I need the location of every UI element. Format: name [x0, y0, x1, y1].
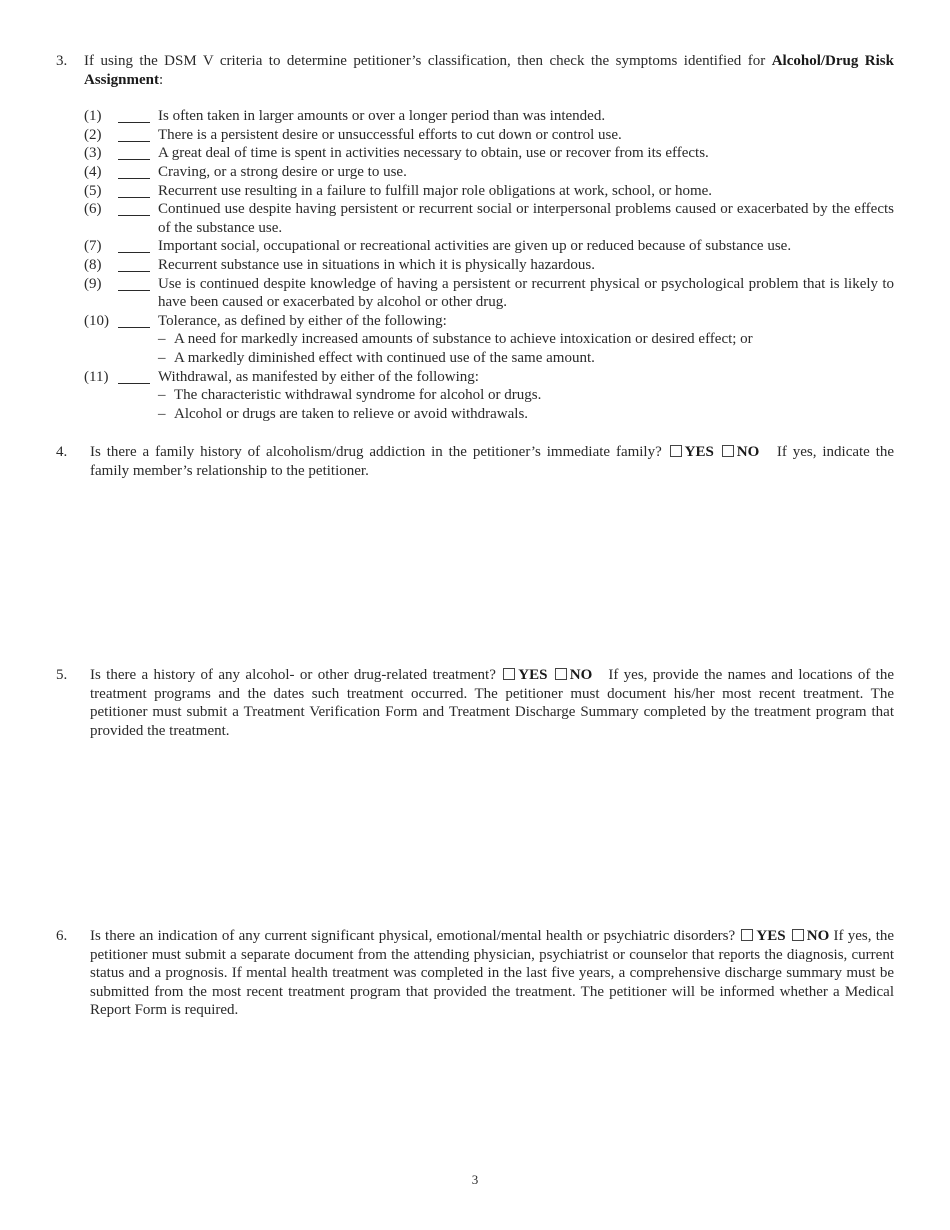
criterion-check-blank[interactable] — [118, 200, 150, 216]
dash-bullet-icon: – — [158, 349, 166, 366]
criterion-number: (9) — [84, 275, 102, 292]
criterion-1 — [84, 107, 894, 126]
yes-label: YES — [518, 667, 548, 683]
question-6-instructions: If yes, the petitioner must submit a separate document from the attending physician, psychiatrist or counselor that reports the diagnosis, current status and a prognosis. If mental health treatment was completed in the last five years, a comprehensive discharge summary must be submitted from the most recent treatment program that provided the treatment. The petitioner will be informed whether a Medical Report Form is required. — [90, 928, 895, 1019]
dash-bullet-icon: – — [158, 405, 166, 422]
criterion-sub-text: Alcohol or drugs are taken to relieve or avoid withdrawals. — [174, 405, 529, 422]
question-4 — [56, 443, 894, 480]
criterion-text: There is a persistent desire or unsuccessful efforts to cut down or control use. — [158, 126, 622, 143]
criterion-sub-text: A need for markedly increased amounts of substance to achieve intoxication or desired effect; or — [174, 331, 753, 348]
no-checkbox[interactable] — [555, 668, 567, 680]
criterion-check-blank[interactable] — [118, 107, 150, 123]
question-3-colon: : — [159, 71, 164, 88]
question-4-text: Is there a family history of alcoholism/drug addiction in the petitioner’s immediate family? — [90, 444, 662, 460]
criterion-number: (4) — [84, 163, 102, 180]
yes-checkbox[interactable] — [741, 929, 753, 941]
criterion-9 — [84, 275, 894, 312]
criterion-number: (5) — [84, 182, 102, 199]
criterion-sub-item — [158, 330, 894, 349]
dash-bullet-icon: – — [158, 387, 166, 404]
criterion-text: Recurrent substance use in situations in which it is physically hazardous. — [158, 256, 595, 273]
no-checkbox[interactable] — [792, 929, 804, 941]
criterion-sub-item — [158, 405, 894, 424]
criterion-number: (6) — [84, 201, 102, 218]
yes-checkbox[interactable] — [503, 668, 515, 680]
question-3-prompt — [84, 52, 894, 89]
criterion-7 — [84, 237, 894, 256]
criterion-text: Tolerance, as defined by either of the following: — [158, 312, 447, 329]
criterion-number: (8) — [84, 256, 102, 273]
no-label: NO — [736, 444, 760, 460]
question-5-number: 5. — [56, 667, 68, 683]
criterion-check-blank[interactable] — [118, 256, 150, 272]
criterion-11 — [84, 368, 894, 424]
page-number: 3 — [471, 1172, 479, 1187]
question-5-text: Is there a history of any alcohol- or other drug-related treatment? — [90, 667, 496, 683]
criterion-check-blank[interactable] — [118, 163, 150, 179]
criterion-text: Withdrawal, as manifested by either of the following: — [158, 368, 479, 385]
question-5-prompt — [90, 666, 894, 740]
criterion-5 — [84, 182, 894, 201]
no-label: NO — [569, 667, 593, 683]
criterion-number: (10) — [84, 312, 109, 329]
question-3-text: If using the DSM V criteria to determine petitioner’s classification, then check the symptoms identified for — [84, 53, 772, 69]
criterion-sub-text: A markedly diminished effect with continued use of the same amount. — [174, 349, 595, 366]
question-4-number: 4. — [56, 444, 68, 460]
criterion-text: Use is continued despite knowledge of having a persistent or recurrent physical or psychological problem that is likely to have been caused or exacerbated by alcohol or other drug. — [158, 275, 894, 311]
criterion-number: (7) — [84, 238, 102, 255]
question-4-prompt — [90, 443, 894, 480]
criterion-number: (2) — [84, 126, 102, 143]
criterion-number: (1) — [84, 108, 102, 125]
criterion-4 — [84, 163, 894, 182]
criterion-text: Is often taken in larger amounts or over a longer period than was intended. — [158, 108, 606, 125]
question-6-prompt — [90, 927, 894, 1020]
criterion-check-blank[interactable] — [118, 182, 150, 198]
question-3-number: 3. — [56, 53, 68, 69]
criterion-text: Craving, or a strong desire or urge to use. — [158, 163, 407, 180]
question-5-instructions: If yes, provide the names and locations of the treatment programs and the dates such treatment occurred. The petitioner must document his/her most recent treatment. The petitioner must submit a Treatment Verification Form and Treatment Discharge Summary completed by the treatment program that provided the treatment. — [90, 667, 895, 739]
criterion-check-blank[interactable] — [118, 368, 150, 384]
question-6 — [56, 927, 894, 1020]
question-6-text: Is there an indication of any current significant physical, emotional/mental health or psychiatric disorders? — [90, 928, 736, 944]
yes-label: YES — [684, 444, 714, 460]
question-5 — [56, 666, 894, 740]
criterion-check-blank[interactable] — [118, 144, 150, 160]
question-6-number: 6. — [56, 928, 68, 944]
yes-label: YES — [756, 928, 786, 944]
criterion-sub-item — [158, 349, 894, 368]
no-label: NO — [806, 928, 830, 944]
criterion-check-blank[interactable] — [118, 237, 150, 253]
criterion-sub-item — [158, 386, 894, 405]
criterion-check-blank[interactable] — [118, 312, 150, 328]
criterion-sub-text: The characteristic withdrawal syndrome for alcohol or drugs. — [174, 387, 542, 404]
criterion-text: Important social, occupational or recreational activities are given up or reduced because of substance use. — [158, 238, 792, 255]
criterion-3 — [84, 144, 894, 163]
criterion-6 — [84, 200, 894, 237]
criterion-text: Continued use despite having persistent or recurrent social or interpersonal problems caused or exacerbated by the effects of the substance use. — [158, 201, 894, 236]
criterion-number: (3) — [84, 145, 102, 162]
criterion-text: A great deal of time is spent in activities necessary to obtain, use or recover from its effects. — [158, 145, 709, 162]
question-3-bold-term: Alcohol/Drug Risk Assignment — [84, 53, 894, 88]
question-3 — [56, 52, 894, 423]
yes-checkbox[interactable] — [670, 445, 682, 457]
dash-bullet-icon: – — [158, 331, 166, 348]
criterion-2 — [84, 126, 894, 145]
criterion-text: Recurrent use resulting in a failure to fulfill major role obligations at work, school, or home. — [158, 182, 713, 199]
criterion-check-blank[interactable] — [118, 126, 150, 142]
no-checkbox[interactable] — [722, 445, 734, 457]
criterion-8 — [84, 256, 894, 275]
criteria-list — [84, 107, 894, 423]
question-4-instructions: If yes, indicate the family member’s relationship to the petitioner. — [90, 444, 895, 479]
criterion-check-blank[interactable] — [118, 275, 150, 291]
criterion-10 — [84, 312, 894, 368]
criterion-number: (11) — [84, 368, 109, 385]
